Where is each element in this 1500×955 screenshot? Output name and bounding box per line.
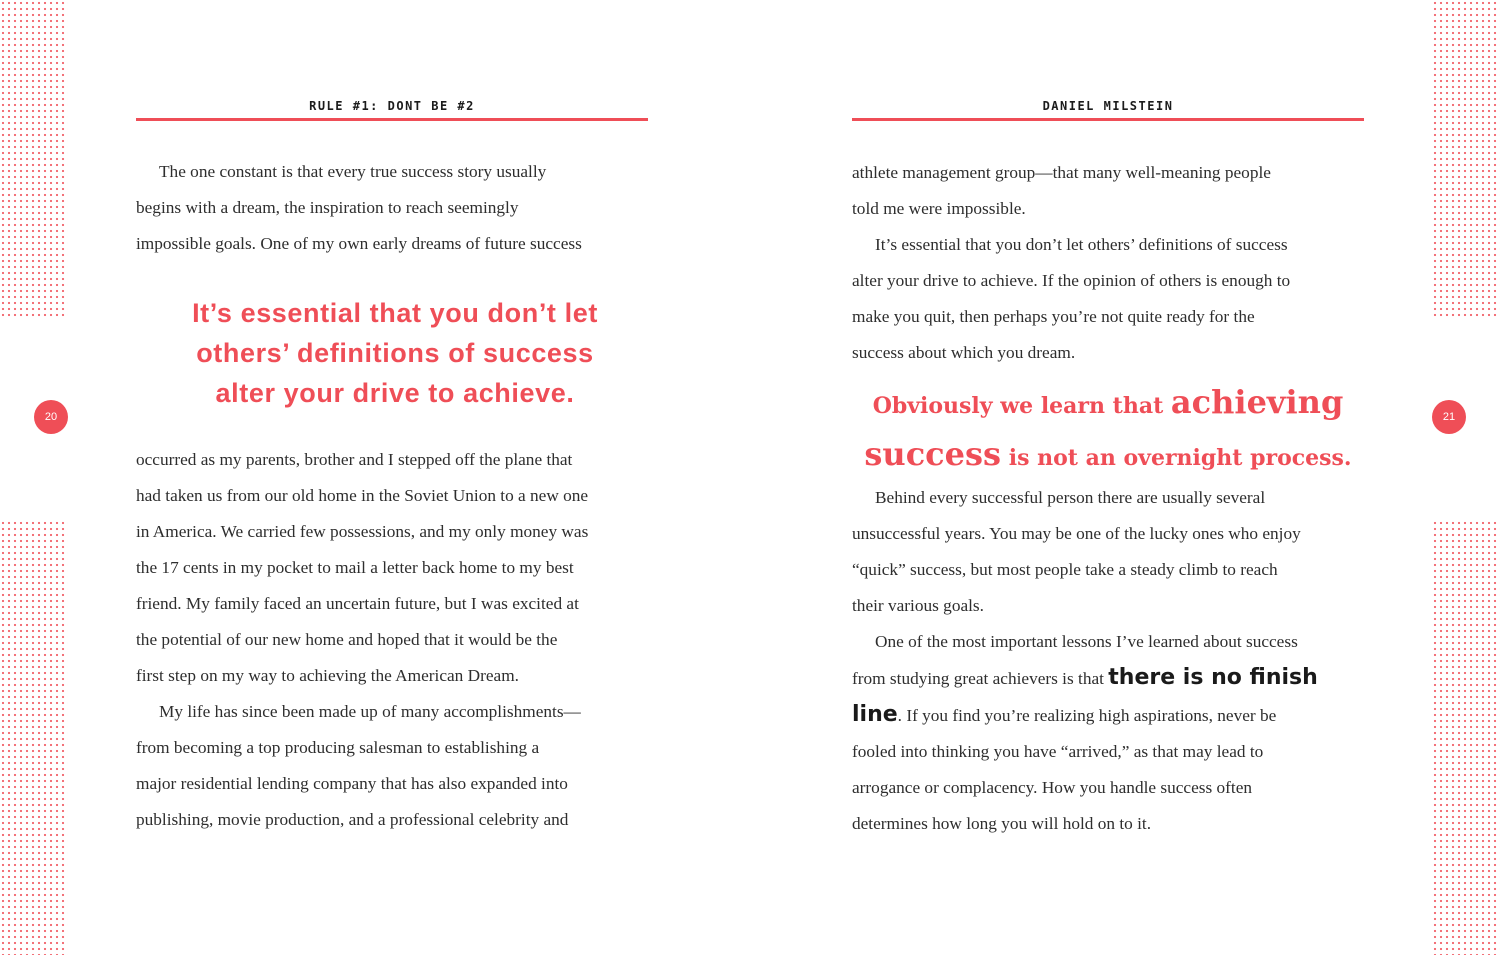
- bold-phrase: there is no finish: [1108, 665, 1318, 690]
- pull-quote-line: alter your drive to achieve.: [215, 378, 575, 408]
- text-line: the 17 cents in my pocket to mail a letter back home to my best: [136, 558, 574, 577]
- text-line: fooled into thinking you have “arrived,” as that may lead to: [852, 742, 1264, 761]
- left-paragraph-1-continued: [136, 442, 648, 838]
- pull-quote-line: It’s essential that you don’t let: [192, 298, 598, 328]
- pull-quote-line: others’ definitions of success: [196, 338, 594, 368]
- page-number-right: 21: [1432, 400, 1466, 434]
- text-line: from becoming a top producing salesman to establishing a: [136, 738, 540, 757]
- pull-quote-line: [852, 430, 1364, 482]
- text-line: athlete management group—that many well-meaning people: [852, 163, 1271, 182]
- text-line: determines how long you will hold on to it.: [852, 814, 1152, 833]
- left-paragraph-1: [136, 154, 648, 262]
- text-line: My life has since been made up of many accomplishments—: [159, 702, 581, 721]
- running-head-right: DANIEL MILSTEIN: [1042, 99, 1174, 113]
- pull-quote-left: [150, 293, 640, 413]
- pull-quote-text: is not an overnight process.: [1001, 445, 1352, 471]
- right-paragraphs-lower: [852, 480, 1364, 842]
- inline-text: . If you find you’re realizing high aspirations, never be: [897, 706, 1277, 725]
- pull-quote-line: [852, 378, 1364, 430]
- text-line: [852, 660, 1364, 697]
- text-line: Behind every successful person there are usually several: [875, 488, 1266, 507]
- text-line: occurred as my parents, brother and I stepped off the plane that: [136, 450, 573, 469]
- text-line: unsuccessful years. You may be one of the lucky ones who enjoy: [852, 524, 1301, 543]
- text-line: had taken us from our old home in the Soviet Union to a new one: [136, 486, 589, 505]
- text-line: arrogance or complacency. How you handle success often: [852, 778, 1253, 797]
- header-rule-right: [852, 118, 1364, 121]
- text-line: alter your drive to achieve. If the opinion of others is enough to: [852, 271, 1291, 290]
- text-line: publishing, movie production, and a professional celebrity and: [136, 810, 569, 829]
- dot-pattern-bottom-right: [1432, 520, 1500, 955]
- text-line: make you quit, then perhaps you’re not quite ready for the: [852, 307, 1255, 326]
- right-paragraph-continued: [852, 155, 1364, 371]
- text-line: their various goals.: [852, 596, 984, 615]
- text-line: “quick” success, but most people take a steady climb to reach: [852, 560, 1278, 579]
- text-line: told me were impossible.: [852, 199, 1026, 218]
- dot-pattern-top-right: [1432, 0, 1500, 318]
- text-line: in America. We carried few possessions, and my only money was: [136, 522, 589, 541]
- pull-quote-emphasis: achieving: [1170, 383, 1344, 421]
- text-line: major residential lending company that has also expanded into: [136, 774, 568, 793]
- text-line: begins with a dream, the inspiration to reach seemingly: [136, 198, 519, 217]
- pull-quote-text: Obviously we learn that: [872, 393, 1171, 419]
- pull-quote-right: [852, 378, 1364, 482]
- running-head-left: RULE #1: DONT BE #2: [309, 99, 475, 113]
- inline-text: from studying great achievers is that: [852, 669, 1109, 688]
- header-rule-left: [136, 118, 648, 121]
- text-line: [852, 697, 1364, 734]
- pull-quote-emphasis: success: [864, 435, 1002, 473]
- bold-phrase: line: [852, 702, 898, 727]
- text-line: It’s essential that you don’t let others’ definitions of success: [875, 235, 1288, 254]
- text-line: the potential of our new home and hoped that it would be the: [136, 630, 558, 649]
- text-line: first step on my way to achieving the American Dream.: [136, 666, 519, 685]
- text-line: success about which you dream.: [852, 343, 1076, 362]
- text-line: The one constant is that every true success story usually: [159, 162, 547, 181]
- dot-pattern-top-left: [0, 0, 68, 318]
- text-line: impossible goals. One of my own early dreams of future success: [136, 234, 582, 253]
- dot-pattern-bottom-left: [0, 520, 68, 955]
- text-line: One of the most important lessons I’ve learned about success: [875, 632, 1298, 651]
- page-number-left: 20: [34, 400, 68, 434]
- text-line: friend. My family faced an uncertain future, but I was excited at: [136, 594, 579, 613]
